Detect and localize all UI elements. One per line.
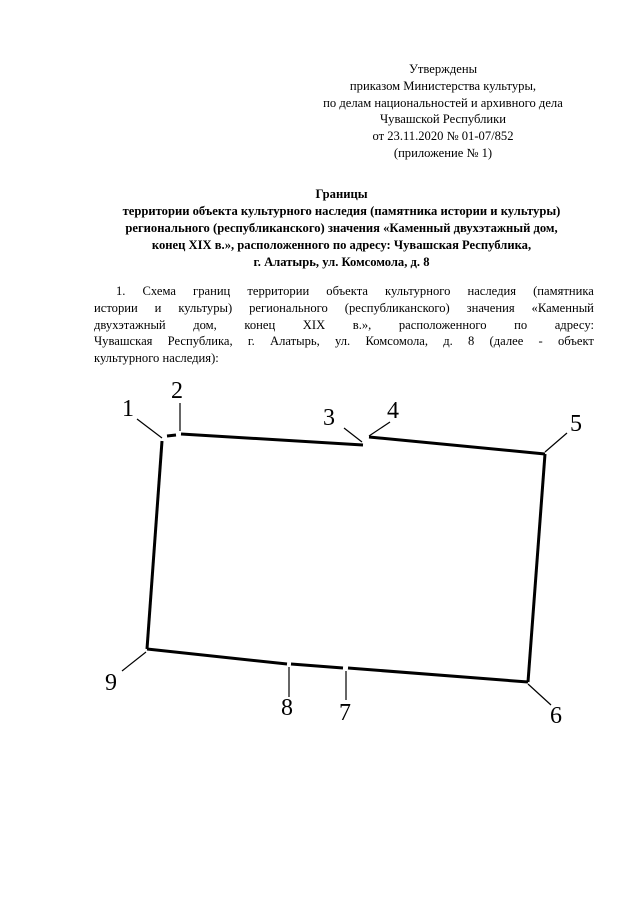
point-label-7: 7	[339, 700, 351, 726]
point-label-6: 6	[550, 703, 562, 729]
paragraph-word: (далее	[489, 334, 524, 349]
paragraph-word: в.»,	[352, 317, 372, 332]
boundary-segment-4-5	[369, 437, 545, 454]
paragraph-word: Чувашская	[94, 334, 153, 349]
paragraph-word: конец	[244, 317, 276, 332]
paragraph-word: значения	[466, 300, 515, 315]
paragraph-word: границ	[193, 284, 231, 298]
paragraph-word: территории	[247, 284, 310, 298]
paragraph-word: XIX	[302, 317, 326, 332]
title-line: регионального (республиканского) значения «Каменный двухэтажный дом,	[125, 221, 558, 235]
paragraph-word: Комсомола,	[365, 334, 429, 349]
point-label-4: 4	[387, 398, 399, 424]
paragraph-word: (республиканского)	[344, 300, 450, 315]
point-label-1: 1	[122, 396, 134, 422]
approval-line: от 23.11.2020 № 01-07/852	[372, 129, 514, 144]
paragraph-word: расположенного	[398, 317, 487, 332]
paragraph-word: дом,	[193, 317, 217, 332]
paragraph-word: 1.	[116, 284, 126, 298]
paragraph-word: (памятника	[533, 284, 594, 298]
title-line: конец XIX в.», расположенного по адресу: Чувашская Республика,	[151, 238, 532, 252]
leader-line-6	[528, 684, 551, 705]
boundary-segment-6-7	[348, 668, 528, 682]
leader-line-4	[369, 422, 390, 436]
boundary-segment-7-8	[291, 664, 343, 668]
paragraph-word: по	[514, 317, 528, 332]
boundary-segment-9-1	[147, 441, 162, 649]
leader-line-5	[545, 433, 567, 452]
paragraph-word: «Каменный	[531, 300, 594, 315]
paragraph-word: культурного	[385, 284, 451, 298]
paragraph-word: наследия	[467, 284, 517, 298]
paragraph-word: г.	[247, 334, 255, 349]
leader-line-9	[122, 652, 146, 671]
paragraph-word: Алатырь,	[270, 334, 320, 349]
boundary-segment-2-3	[181, 434, 363, 445]
title-line: г. Алатырь, ул. Комсомола, д. 8	[253, 255, 430, 269]
paragraph-word: объект	[557, 334, 594, 349]
paragraph-word: адресу:	[554, 317, 594, 332]
paragraph-word: регионального	[249, 300, 328, 315]
approval-line: приказом Министерства культуры,	[349, 78, 537, 93]
boundary-segment-8-9	[147, 649, 287, 664]
point-label-9: 9	[105, 670, 117, 696]
boundary-segment-1-2	[167, 435, 176, 436]
paragraph-word: двухэтажный	[94, 317, 166, 332]
paragraph-word: 8	[468, 334, 475, 349]
approval-line: Чувашской Республики	[380, 112, 506, 127]
leader-line-1	[137, 419, 162, 438]
title-line: территории объекта культурного наследия (памятника истории и культуры)	[122, 204, 561, 218]
point-label-3: 3	[323, 405, 335, 431]
approval-line: по делам национальностей и архивного дела	[323, 95, 563, 110]
paragraph-word: и	[154, 300, 162, 315]
leader-line-3	[344, 428, 362, 442]
paragraph-word: д.	[443, 334, 453, 349]
approval-line: Утверждены	[408, 62, 478, 76]
paragraph-word: ул.	[335, 334, 351, 349]
paragraph-word: -	[538, 334, 543, 349]
point-label-5: 5	[570, 411, 582, 437]
paragraph-word: Республика,	[167, 334, 233, 349]
paragraph-line: культурного наследия):	[94, 351, 219, 366]
approval-line: (приложение № 1)	[393, 145, 493, 160]
boundary-segment-5-6	[528, 454, 545, 682]
paragraph-word: культуры)	[178, 300, 233, 315]
title-line: Границы	[315, 187, 368, 201]
paragraph-word: Схема	[142, 284, 176, 298]
point-label-2: 2	[171, 378, 183, 404]
paragraph-word: истории	[94, 300, 138, 315]
paragraph-word: объекта	[326, 284, 368, 298]
point-label-8: 8	[281, 695, 293, 721]
